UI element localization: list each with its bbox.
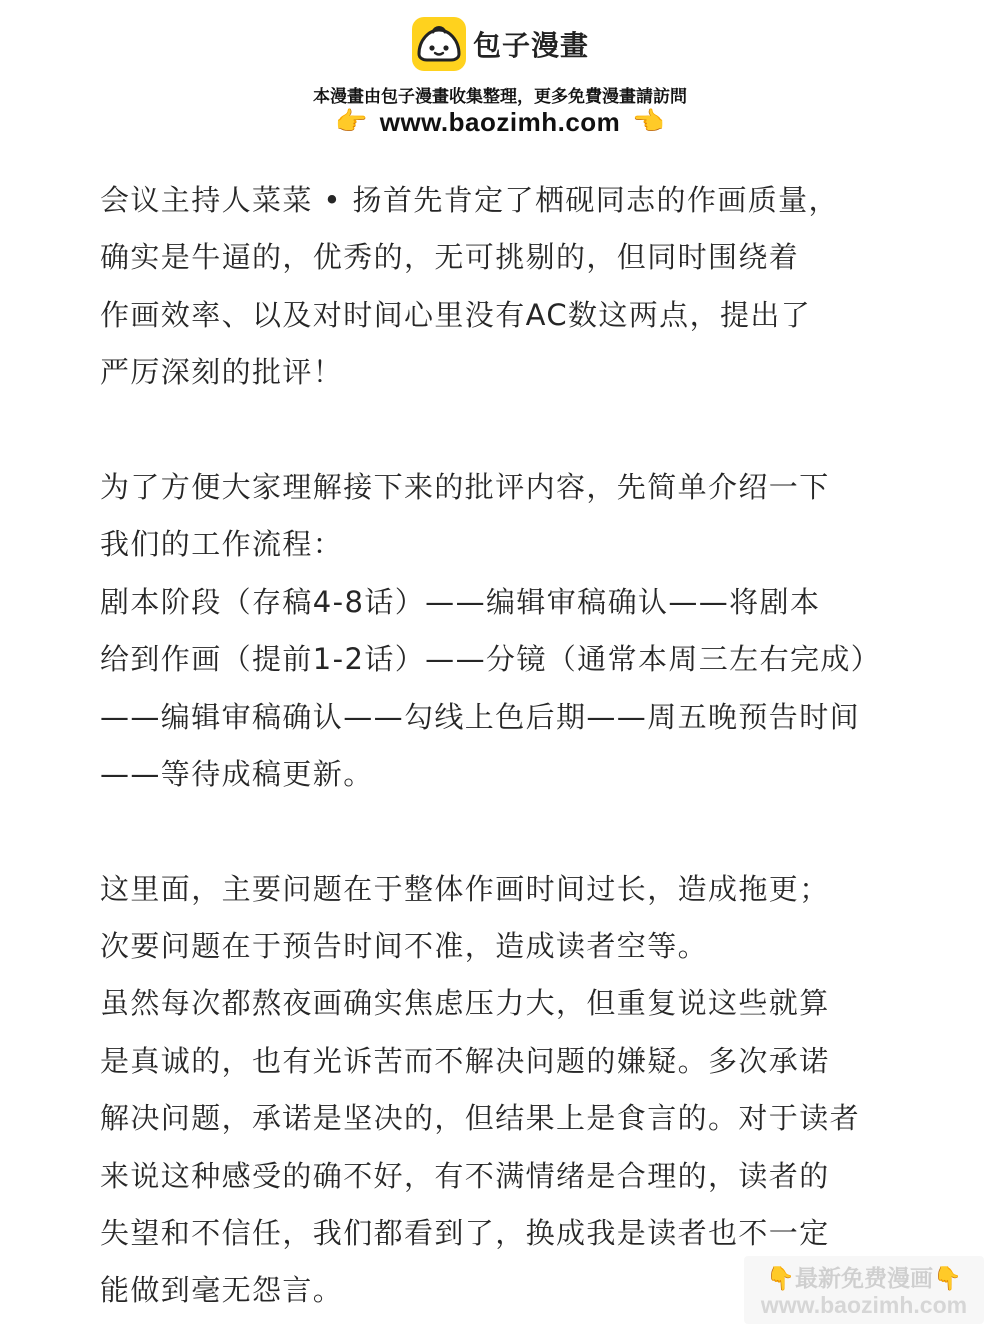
text-line: 解决问题，承诺是坚决的，但结果上是食言的。对于读者	[100, 1101, 861, 1136]
site-url-row	[0, 104, 1000, 140]
watermark-title	[744, 1260, 984, 1293]
paragraph-gap	[100, 803, 930, 860]
text-line: 为了方便大家理解接下来的批评内容，先简单介绍一下	[100, 469, 830, 504]
site-url-link[interactable]: www.baozimh.com	[379, 106, 621, 137]
text-line: 失望和不信任，我们都看到了，换成我是读者也不一定	[100, 1216, 830, 1251]
logo-text: 包子漫畫	[472, 29, 589, 62]
text-line: 来说这种感受的确不好，有不满情绪是合理的，读者的	[100, 1158, 830, 1193]
text-line: 确实是牛逼的，优秀的，无可挑剔的，但同时围绕着	[100, 240, 800, 275]
paragraph-3	[100, 861, 930, 1320]
text-line: 是真诚的，也有光诉苦而不解决问题的嫌疑。多次承诺	[100, 1043, 830, 1078]
text-line: 给到作画（提前1-2话）——分镜（通常本周三左右完成）	[100, 642, 882, 677]
text-line: 这里面，主要问题在于整体作画时间过长，造成拖更；	[100, 871, 830, 906]
text-line: ——等待成稿更新。	[100, 756, 374, 791]
logo[interactable]	[0, 14, 1000, 74]
text-line: 次要问题在于预告时间不准，造成读者空等。	[100, 929, 709, 964]
watermark-title-text: 最新免费漫画	[795, 1266, 933, 1292]
article-body	[100, 172, 930, 1320]
text-line: 作画效率、以及对时间心里没有AC数这两点，提出了	[100, 297, 812, 332]
text-line: 剧本阶段（存稿4-8话）——编辑审稿确认——将剧本	[100, 584, 821, 619]
pointing-down-hand-icon: 👇	[766, 1266, 795, 1292]
pointing-left-hand-icon: 👈	[632, 107, 665, 137]
header-banner	[0, 0, 1000, 150]
pointing-right-hand-icon: 👉	[335, 107, 368, 137]
paragraph-gap	[100, 402, 930, 459]
bun-logo-icon	[411, 16, 467, 72]
text-line: 严厉深刻的批评！	[100, 355, 344, 390]
paragraph-1	[100, 172, 930, 402]
text-line: 会议主持人菜菜 • 扬首先肯定了栖砚同志的作画质量，	[100, 183, 839, 217]
watermark	[744, 1256, 984, 1324]
text-line: 我们的工作流程：	[100, 527, 344, 562]
site-tagline: 本漫畫由包子漫畫收集整理，更多免費漫畫請訪問	[313, 87, 687, 107]
pointing-down-hand-icon: 👇	[933, 1266, 962, 1292]
text-line: ——编辑审稿确认——勾线上色后期——周五晚预告时间	[100, 699, 861, 734]
text-line: 能做到毫无怨言。	[100, 1273, 344, 1308]
paragraph-2	[100, 459, 930, 803]
text-line: 虽然每次都熬夜画确实焦虑压力大，但重复说这些就算	[100, 986, 830, 1021]
watermark-url: www.baozimh.com	[760, 1292, 968, 1318]
